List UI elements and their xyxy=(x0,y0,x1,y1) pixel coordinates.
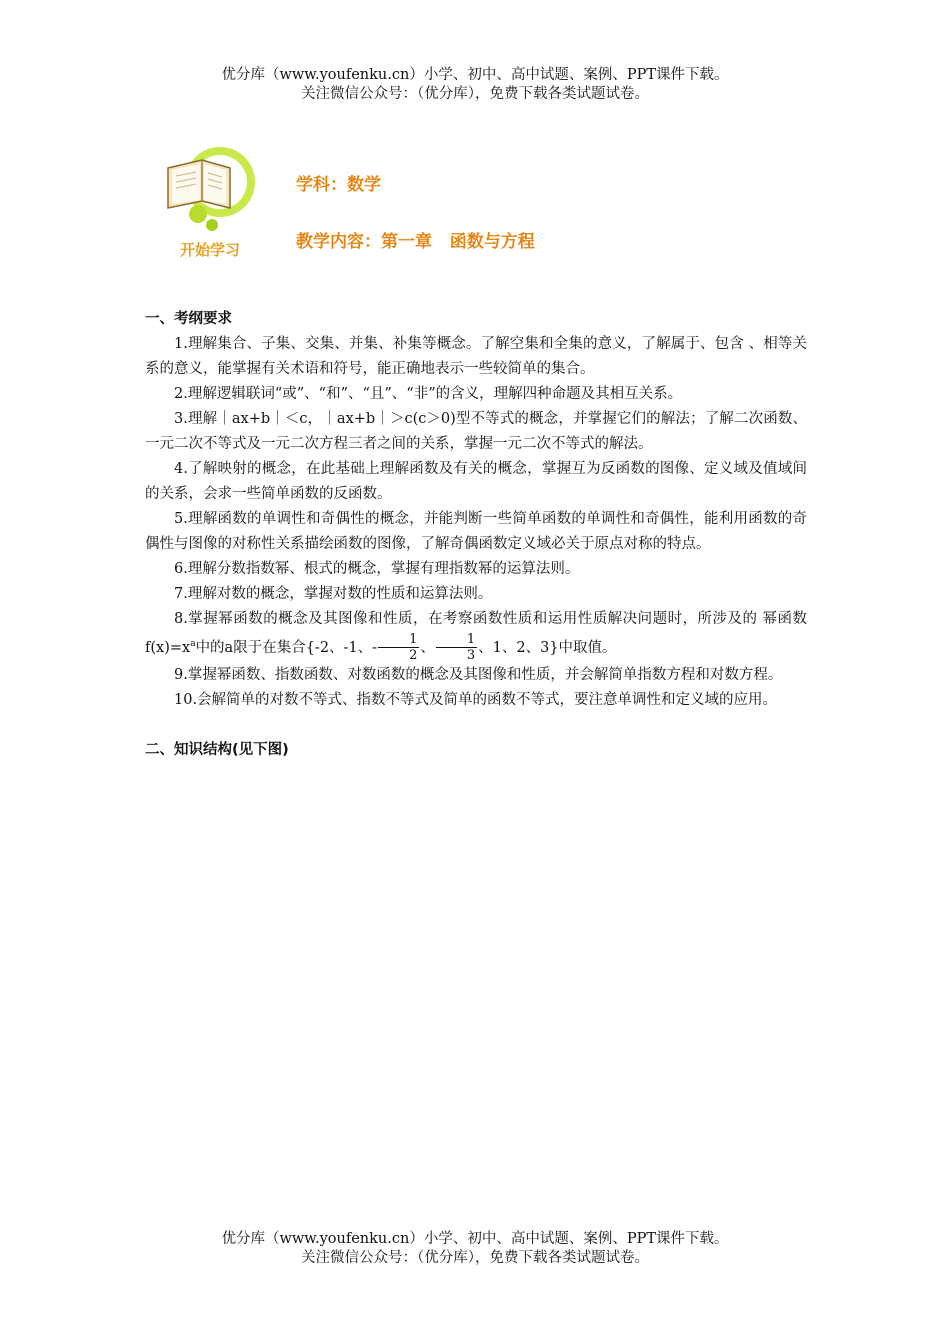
fraction-denominator: 2 xyxy=(409,648,418,664)
item8-text-b: 中的a限于在集合{-2、-1、- xyxy=(195,639,378,656)
requirement-item-9: 9.掌握幂函数、指数函数、对数函数的概念及其图像和性质，并会解简单指数方程和对数方程。 xyxy=(174,667,783,684)
fraction-denominator: 3 xyxy=(466,648,476,664)
fraction-one-third xyxy=(436,632,477,663)
item8-separator: 、 xyxy=(420,639,435,656)
exponent-a: a xyxy=(190,639,196,649)
requirement-item-2: 2.理解逻辑联词“或”、“和”、“且”、“非”的含义，理解四种命题及其相互关系。 xyxy=(174,386,683,402)
requirement-item-6: 6.理解分数指数幂、根式的概念，掌握有理指数幂的运算法则。 xyxy=(174,561,580,577)
section-title-structure: 二、知识结构(见下图) xyxy=(145,742,289,759)
requirement-item-5: 5.理解函数的单调性和奇偶性的概念，并能判断一些简单函数的单调性和奇偶性，能利用函数的奇偶性与图像的对称性关系描绘函数的图像，了解奇偶函数定义域必关于原点对称的特点。 xyxy=(145,511,807,552)
requirement-item-1: 1.理解集合、子集、交集、并集、补集等概念。了解空集和全集的意义，了解属于、包含 、相等关系的意义，能掌握有关术语和符号，能正确地表示一些较简单的集合。 xyxy=(145,336,807,377)
logo-text: 开始学习 xyxy=(179,241,241,259)
header-line-2: 关注微信公众号：（优分库），免费下载各类试题试卷。 xyxy=(301,86,649,102)
teaching-content-label: 教学内容：第一章 函数与方程 xyxy=(296,232,535,252)
main-content xyxy=(145,307,807,763)
requirement-item-10: 10.会解简单的对数不等式、指数不等式及简单的函数不等式，要注意单调性和定义域的应用。 xyxy=(174,692,778,709)
footer-line-2: 关注微信公众号：（优分库），免费下载各类试题试卷。 xyxy=(301,1250,649,1266)
requirement-item-3: 3.理解｜ax+b｜＜c，｜ax+b｜＞c(c＞0)型不等式的概念，并掌握它们的解法；了解二次函数、一元二次不等式及一元二次方程三者之间的关系，掌握一元二次不等式的解法。 xyxy=(145,411,807,452)
footer-line-1: 优分库（www.youfenku.cn）小学、初中、高中试题、案例、PPT课件下载。 xyxy=(221,1231,729,1247)
section-title-requirements: 一、考纲要求 xyxy=(145,311,232,327)
fraction-one-half xyxy=(378,632,419,663)
requirement-item-4: 4.了解映射的概念，在此基础上理解函数及有关的概念，掌握互为反函数的图像、定义域及值域间的关系，会求一些简单函数的反函数。 xyxy=(145,461,807,502)
header-line-1: 优分库（www.youfenku.cn）小学、初中、高中试题、案例、PPT课件下载。 xyxy=(221,67,729,83)
subject-label: 学科：数学 xyxy=(296,175,381,195)
open-book-icon xyxy=(158,146,268,266)
fraction-numerator: 1 xyxy=(378,632,419,648)
item8-text-a: 8.掌握幂函数的概念及其图像和性质，在考察函数性质和运用性质解决问题时，所涉及的 幂函数f(x)=x xyxy=(145,611,807,656)
requirement-item-8 xyxy=(145,607,807,663)
requirement-item-7: 7.理解对数的概念，掌握对数的性质和运算法则。 xyxy=(174,586,493,602)
fraction-numerator: 1 xyxy=(436,632,477,648)
item8-text-c: 、1、2、3}中取值。 xyxy=(478,639,617,656)
start-learning-logo xyxy=(158,146,268,266)
